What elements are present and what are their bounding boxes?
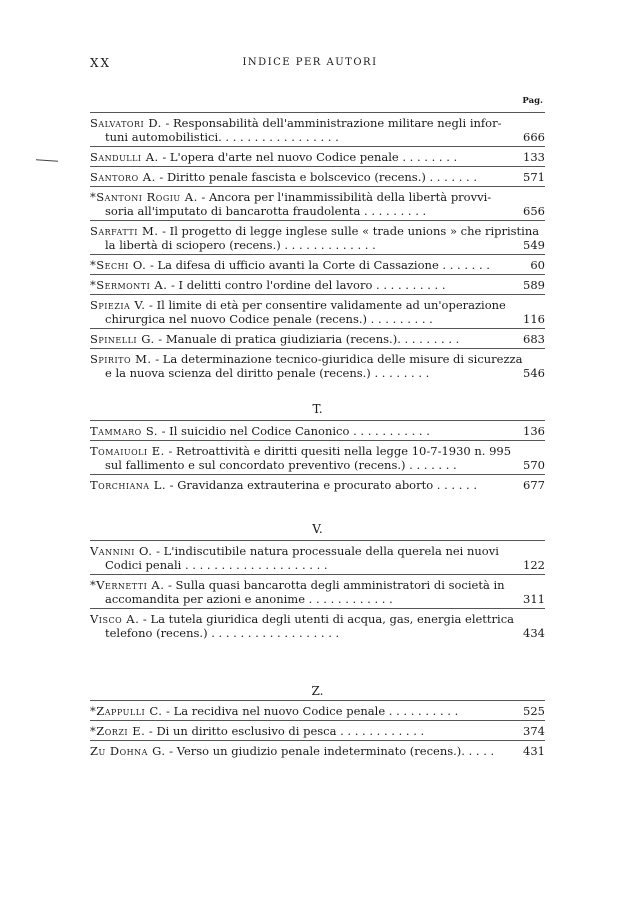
entry-author: Visco A. xyxy=(90,612,140,626)
entry-author: *Sechi O. xyxy=(90,258,147,272)
entry-author: Spiezia V. xyxy=(90,298,146,312)
entry-title: tuni automobilistici. . . . . . . . . . . . . . . . . xyxy=(105,130,339,144)
entry-author: *Santoni Rogiu A. xyxy=(90,190,198,204)
entry-page-number: 666 xyxy=(519,130,545,144)
index-entry xyxy=(90,294,545,328)
entry-title: - Sulla quasi bancarotta degli amministratori di società in xyxy=(164,578,505,592)
entry-group xyxy=(90,700,545,760)
entry-line xyxy=(90,612,545,626)
entry-page-number: 589 xyxy=(519,278,545,292)
entry-group xyxy=(90,540,545,642)
entry-line xyxy=(90,626,545,640)
entry-page-number: 549 xyxy=(519,238,545,252)
entry-author: Salvatori D. xyxy=(90,116,162,130)
entry-line xyxy=(90,724,545,738)
index-entry xyxy=(90,440,545,474)
entry-page-number: 136 xyxy=(519,424,545,438)
index-entry xyxy=(90,348,545,382)
entry-title: - Di un diritto esclusivo di pesca . . . . . . . . . . . . xyxy=(145,724,425,738)
entry-title: - Il suicidio nel Codice Canonico . . . . . . . . . . . xyxy=(157,424,430,438)
index-entry xyxy=(90,740,545,760)
entry-title: - La tutela giuridica degli utenti di acqua, gas, energia elettrica xyxy=(139,612,515,626)
index-entry xyxy=(90,146,545,166)
entry-author: Torchiana L. xyxy=(90,478,167,492)
entry-title: - Manuale di pratica giudiziaria (recens.). . . . . . . . . xyxy=(154,332,460,346)
entry-line xyxy=(90,444,545,458)
entry-line xyxy=(90,592,545,606)
entry-line xyxy=(90,204,545,218)
entry-page-number: 311 xyxy=(519,592,545,606)
entry-line xyxy=(90,278,545,292)
index-entry xyxy=(90,220,545,254)
entry-line xyxy=(90,298,545,312)
index-entry xyxy=(90,540,545,574)
entry-title: telefono (recens.) . . . . . . . . . . . . . . . . . . xyxy=(105,626,340,640)
entry-title: - La difesa di ufficio avanti la Corte di Cassazione . . . . . . . xyxy=(146,258,490,272)
entry-page-number: 122 xyxy=(519,558,545,572)
pag-column-label: Pag. xyxy=(522,96,543,106)
entry-author: *Sermonti A. xyxy=(90,278,168,292)
entry-author: Zu Dohna G. xyxy=(90,744,166,758)
entry-author: *Zorzi E. xyxy=(90,724,146,738)
entry-line xyxy=(90,478,545,492)
entry-page-number: 677 xyxy=(519,478,545,492)
entry-title: chirurgica nel nuovo Codice penale (recens.) . . . . . . . . . xyxy=(105,312,433,326)
entry-author: Tammaro S. xyxy=(90,424,158,438)
entry-line xyxy=(90,258,545,272)
entry-author: Spinelli G. xyxy=(90,332,155,346)
entry-page-number: 570 xyxy=(519,458,545,472)
margin-mark xyxy=(36,159,58,162)
entry-line xyxy=(90,744,545,758)
entry-line xyxy=(90,558,545,572)
entry-line xyxy=(90,352,545,366)
entry-page-number: 116 xyxy=(519,312,545,326)
entry-page-number: 546 xyxy=(519,366,545,380)
index-entry xyxy=(90,166,545,186)
entry-line xyxy=(90,544,545,558)
entry-line xyxy=(90,238,545,252)
section-letter-t: T. xyxy=(312,402,323,416)
entry-line xyxy=(90,332,545,346)
entry-title: - Il progetto di legge inglese sulle « trade unions » che ripristina xyxy=(158,224,540,238)
entry-line xyxy=(90,424,545,438)
entry-page-number: 133 xyxy=(519,150,545,164)
entry-title: - Diritto penale fascista e bolscevico (recens.) . . . . . . . xyxy=(155,170,478,184)
entry-title: - I delitti contro l'ordine del lavoro . . . . . . . . . . xyxy=(167,278,446,292)
entry-author: *Zappulli C. xyxy=(90,704,163,718)
entry-line xyxy=(90,704,545,718)
section-letter-v: V. xyxy=(312,522,323,536)
entry-author: Spirito M. xyxy=(90,352,152,366)
index-entry xyxy=(90,254,545,274)
entry-group xyxy=(90,420,545,494)
index-entry xyxy=(90,720,545,740)
entry-title: la libertà di sciopero (recens.) . . . . . . . . . . . . . xyxy=(105,238,376,252)
entry-line xyxy=(90,190,545,204)
entry-title: - L'opera d'arte nel nuovo Codice penale . . . . . . . . xyxy=(158,150,458,164)
entry-page-number: 60 xyxy=(526,258,545,272)
entry-title: - La recidiva nel nuovo Codice penale . . . . . . . . . . xyxy=(162,704,459,718)
entry-page-number: 374 xyxy=(519,724,545,738)
entry-author: *Vernetti A. xyxy=(90,578,165,592)
entry-title: - L'indiscutibile natura processuale della querela nei nuovi xyxy=(152,544,499,558)
entry-line xyxy=(90,578,545,592)
entry-title: - Il limite di età per consentire validamente ad un'operazione xyxy=(145,298,506,312)
entry-line xyxy=(90,116,545,130)
entry-title: - Gravidanza extrauterina e procurato aborto . . . . . . xyxy=(166,478,478,492)
section-letter-z: Z. xyxy=(311,684,324,698)
entry-title: Codici penali . . . . . . . . . . . . . . . . . . . . xyxy=(105,558,328,572)
entry-title: e la nuova scienza del diritto penale (recens.) . . . . . . . . xyxy=(105,366,430,380)
entry-line xyxy=(90,224,545,238)
entry-author: Tomaiuoli E. xyxy=(90,444,165,458)
entry-title: - Retroattività e diritti quesiti nella legge 10-7-1930 n. 995 xyxy=(164,444,512,458)
entry-title: sul fallimento e sul concordato preventivo (recens.) . . . . . . . xyxy=(105,458,457,472)
entry-page-number: 431 xyxy=(519,744,545,758)
entry-line xyxy=(90,170,545,184)
entry-line xyxy=(90,150,545,164)
index-entry xyxy=(90,112,545,146)
index-entry xyxy=(90,328,545,348)
running-title: INDICE PER AUTORI xyxy=(242,57,378,68)
entry-page-number: 571 xyxy=(519,170,545,184)
index-entry xyxy=(90,420,545,440)
index-entry xyxy=(90,608,545,642)
entry-page-number: 683 xyxy=(519,332,545,346)
entry-title: - Verso un giudizio penale indeterminato (recens.). . . . . xyxy=(165,744,495,758)
page-number: XX xyxy=(90,56,112,70)
entry-line xyxy=(90,458,545,472)
entry-title: - La determinazione tecnico-giuridica delle misure di sicurezza xyxy=(151,352,523,366)
entry-title: - Responsabilità dell'amministrazione militare negli infor- xyxy=(161,116,502,130)
index-entry xyxy=(90,474,545,494)
index-entry xyxy=(90,186,545,220)
entry-group xyxy=(90,112,545,382)
entry-page-number: 656 xyxy=(519,204,545,218)
entry-author: Sandulli A. xyxy=(90,150,159,164)
entry-title: - Ancora per l'inammissibilità della libertà provvi- xyxy=(197,190,492,204)
entry-title: accomandita per azioni e anonime . . . . . . . . . . . . xyxy=(105,592,393,606)
entry-author: Vannini O. xyxy=(90,544,153,558)
index-entry xyxy=(90,700,545,720)
entry-line xyxy=(90,130,545,144)
entry-line xyxy=(90,366,545,380)
entry-page-number: 525 xyxy=(519,704,545,718)
running-header xyxy=(90,56,530,76)
entry-author: Sarfatti M. xyxy=(90,224,159,238)
entry-page-number: 434 xyxy=(519,626,545,640)
index-entry xyxy=(90,274,545,294)
entry-line xyxy=(90,312,545,326)
entry-author: Santoro A. xyxy=(90,170,156,184)
entry-title: soria all'imputato di bancarotta fraudolenta . . . . . . . . . xyxy=(105,204,427,218)
index-entry xyxy=(90,574,545,608)
